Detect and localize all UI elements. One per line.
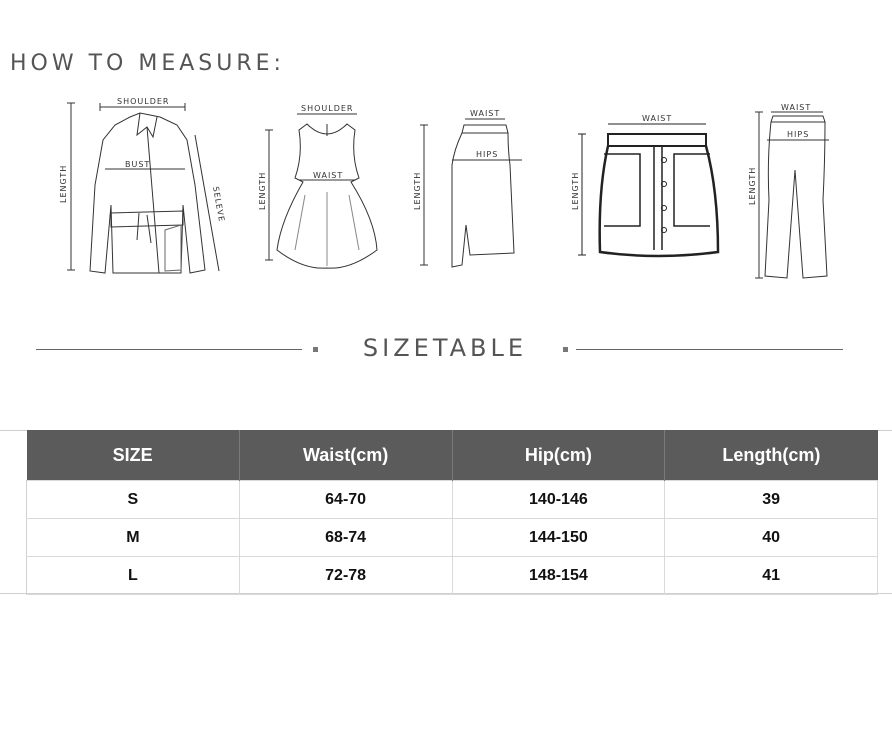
- waist-cell: 64-70: [239, 481, 452, 519]
- length-cell: 40: [665, 519, 878, 557]
- denim-skirt-length-label: LENGTH: [571, 171, 580, 210]
- pants-icon: [745, 100, 840, 282]
- hip-cell: 144-150: [452, 519, 665, 557]
- pants-length-label: LENGTH: [748, 166, 757, 205]
- dress-diagram: [255, 100, 390, 272]
- header-hip: Hip(cm): [452, 430, 665, 481]
- divider-dot-left: [313, 347, 318, 352]
- jacket-sleeve-label: SELEVE: [211, 185, 227, 223]
- hip-cell: 148-154: [452, 557, 665, 595]
- size-table: [26, 430, 878, 595]
- skirt-length-label: LENGTH: [413, 171, 422, 210]
- header-size: SIZE: [27, 430, 240, 481]
- page-title: HOW TO MEASURE:: [10, 51, 285, 76]
- table-row: [27, 481, 878, 519]
- size-cell: L: [27, 557, 240, 595]
- pencil-skirt-diagram: [410, 105, 530, 275]
- pants-diagram: [745, 100, 840, 282]
- denim-skirt-icon: [568, 110, 728, 265]
- table-row: [27, 519, 878, 557]
- length-cell: 41: [665, 557, 878, 595]
- size-cell: S: [27, 481, 240, 519]
- divider-line-left: [36, 349, 302, 350]
- table-header-row: [27, 430, 878, 481]
- header-waist: Waist(cm): [239, 430, 452, 481]
- divider-line-right: [576, 349, 843, 350]
- dress-icon: [255, 100, 390, 272]
- jacket-icon: [55, 95, 230, 280]
- jacket-shoulder-label: SHOULDER: [117, 97, 170, 106]
- pants-waist-label: WAIST: [781, 103, 812, 112]
- pants-hips-label: HIPS: [787, 130, 810, 139]
- divider-dot-right: [563, 347, 568, 352]
- dress-length-label: LENGTH: [258, 171, 267, 210]
- dress-shoulder-label: SHOULDER: [301, 104, 354, 113]
- denim-skirt-diagram: [568, 110, 728, 265]
- waist-cell: 68-74: [239, 519, 452, 557]
- waist-cell: 72-78: [239, 557, 452, 595]
- jacket-diagram: [55, 95, 230, 280]
- length-cell: 39: [665, 481, 878, 519]
- table-row: [27, 557, 878, 595]
- header-length: Length(cm): [665, 430, 878, 481]
- dress-waist-label: WAIST: [313, 171, 344, 180]
- skirt-waist-label: WAIST: [470, 109, 501, 118]
- jacket-bust-label: BUST: [125, 160, 151, 169]
- pencil-skirt-icon: [410, 105, 530, 275]
- size-cell: M: [27, 519, 240, 557]
- skirt-hips-label: HIPS: [476, 150, 499, 159]
- hip-cell: 140-146: [452, 481, 665, 519]
- denim-skirt-waist-label: WAIST: [642, 114, 673, 123]
- section-title: SIZETABLE: [362, 334, 528, 362]
- jacket-length-label: LENGTH: [59, 164, 68, 203]
